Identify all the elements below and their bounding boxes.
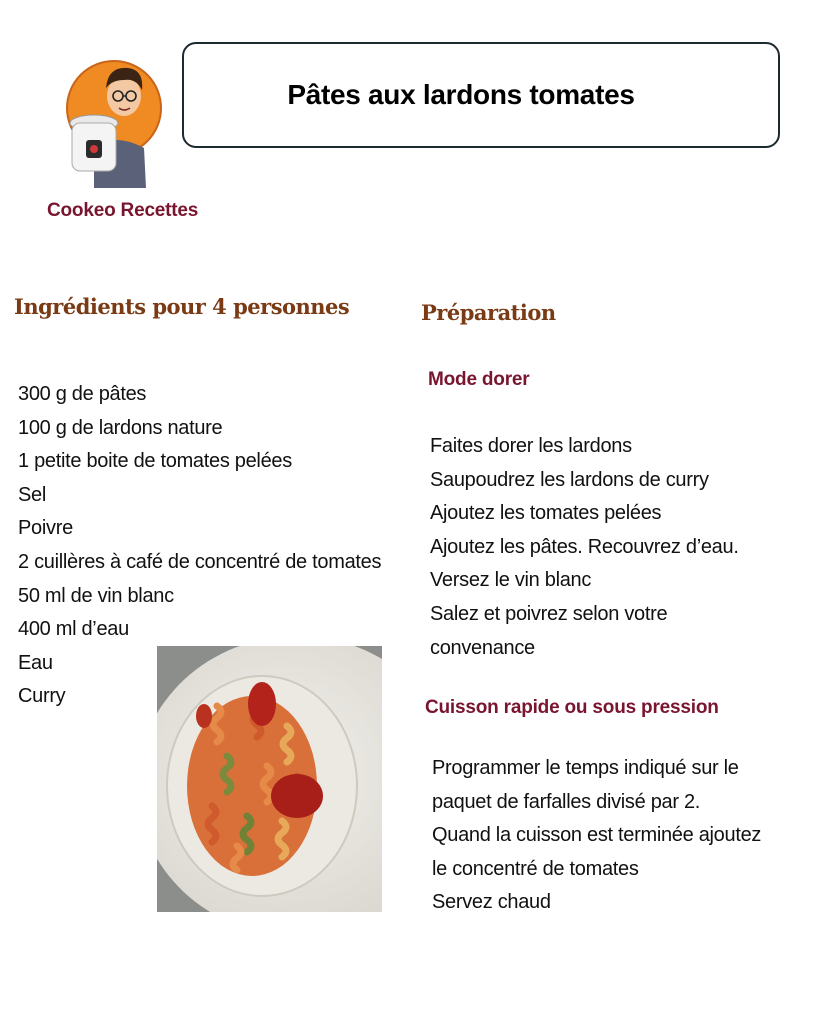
ingredient-item: Poivre <box>18 517 73 540</box>
recipe-title: Pâtes aux lardons tomates <box>287 79 635 110</box>
ingredient-item: Curry <box>18 685 66 708</box>
section-title-cuisson: Cuisson rapide ou sous pression <box>425 697 719 718</box>
section-title-mode-dorer: Mode dorer <box>428 369 530 390</box>
step-line: paquet de farfalles divisé par 2. <box>432 790 701 813</box>
step-line: Saupoudrez les lardons de curry <box>430 468 709 491</box>
step-line: Quand la cuisson est terminée ajoutez <box>432 824 762 847</box>
step-line: Ajoutez les pâtes. Recouvrez d’eau. <box>430 535 739 558</box>
step-line: Ajoutez les tomates pelées <box>430 502 662 525</box>
ingredient-item: Sel <box>18 483 47 506</box>
preparation-heading: Préparation <box>421 300 556 325</box>
step-line: Salez et poivrez selon votre <box>430 602 668 625</box>
cuisson-steps <box>432 752 761 920</box>
ingredient-item: 100 g de lardons nature <box>18 416 223 439</box>
ingredient-item: 50 ml de vin blanc <box>18 584 174 607</box>
ingredient-item: Eau <box>18 651 53 674</box>
ingredient-item: 1 petite boite de tomates pelées <box>18 450 292 473</box>
brand-name: Cookeo Recettes <box>47 200 199 221</box>
step-line: Faites dorer les lardons <box>430 435 632 457</box>
recipe-title-box <box>182 42 780 148</box>
ingredients-heading: Ingrédients pour 4 personnes <box>14 294 350 319</box>
ingredient-item: 300 g de pâtes <box>18 383 147 405</box>
step-line: convenance <box>430 636 535 659</box>
cookeo-logo-icon <box>64 48 164 188</box>
step-line: le concentré de tomates <box>432 857 639 880</box>
step-line: Servez chaud <box>432 891 551 914</box>
mode-dorer-steps <box>430 430 739 665</box>
ingredient-item: 2 cuillères à café de concentré de tomates <box>18 550 382 573</box>
ingredient-item: 400 ml d’eau <box>18 618 129 641</box>
step-line: Versez le vin blanc <box>430 569 592 592</box>
pasta-dish-photo <box>157 646 382 912</box>
step-line: Programmer le temps indiqué sur le <box>432 757 739 779</box>
